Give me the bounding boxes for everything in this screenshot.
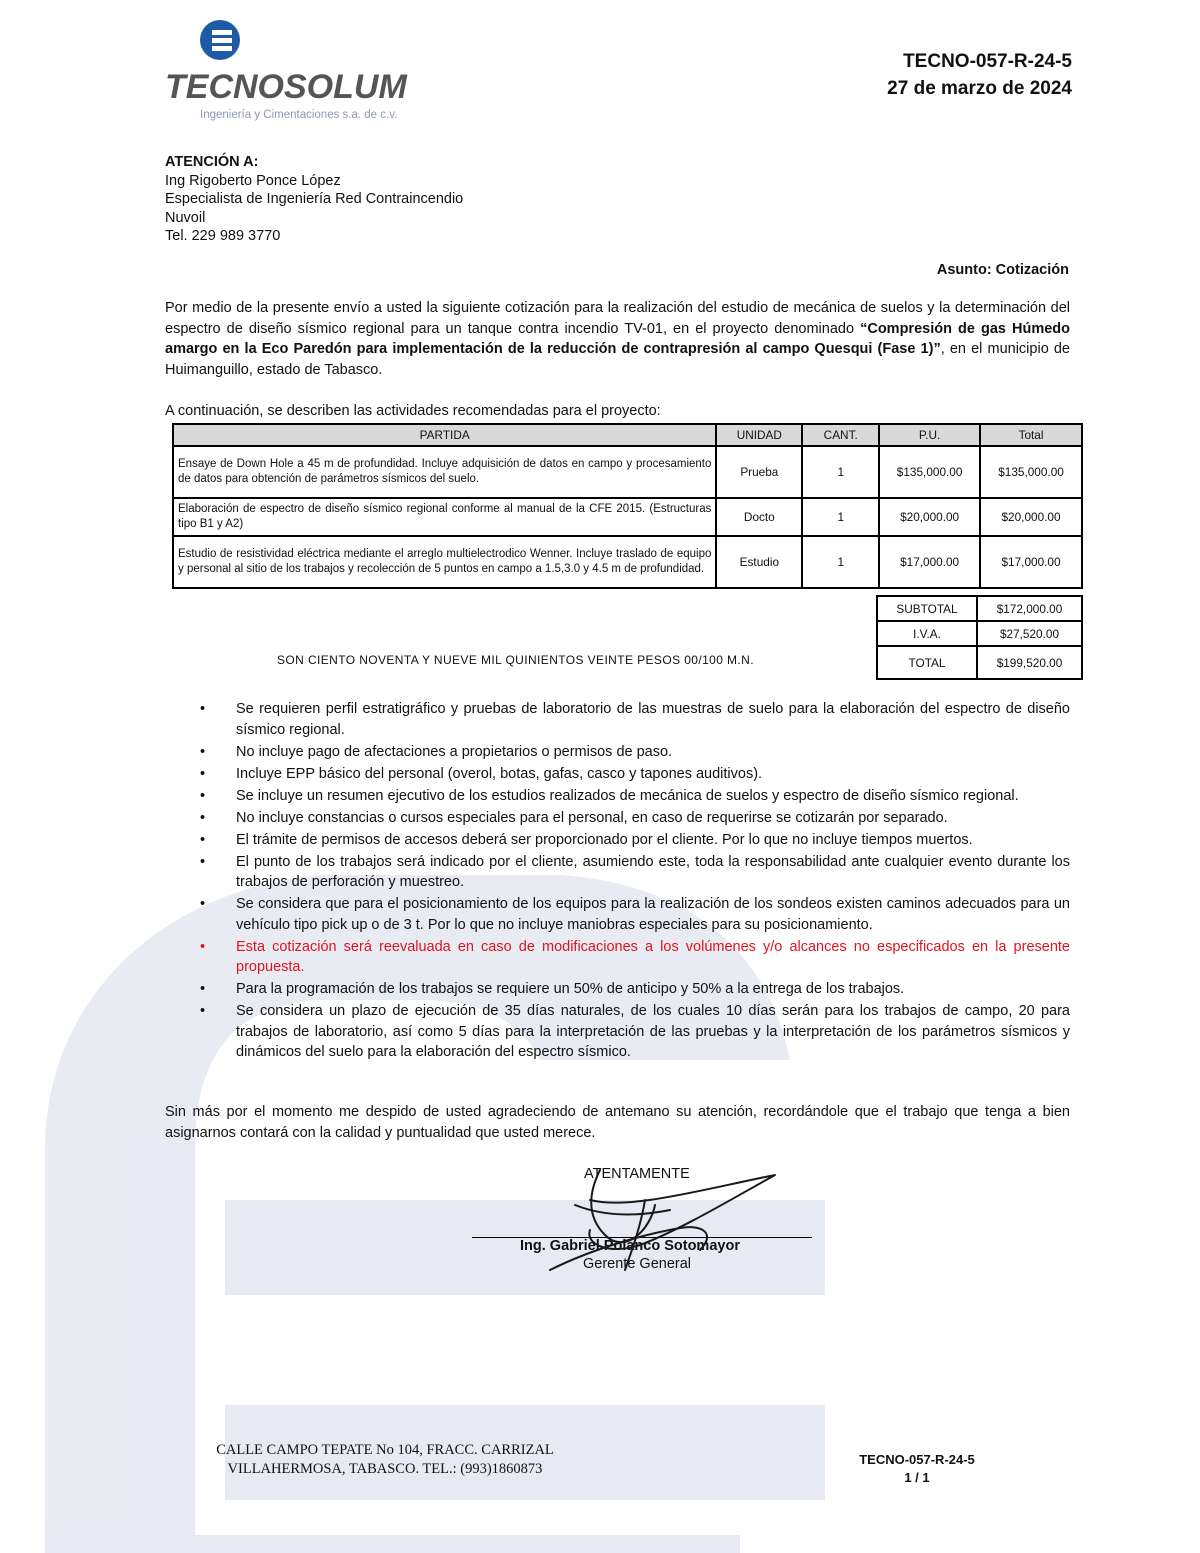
closing-paragraph: Sin más por el momento me despido de usted agradeciendo de antemano su atención, recordándole que el trabajo que tenga a bien asignarnos contará con la calidad y puntualidad que usted merece. [165,1104,1070,1141]
handwritten-signature [530,1160,790,1280]
header-unidad: UNIDAD [716,424,802,446]
iva-label: I.V.A. [877,621,977,646]
table-row [173,446,1082,498]
totals-table [876,595,1083,680]
salutation: ATENTAMENTE [584,1166,690,1182]
intro-text-2: , en el municipio de Huimanguillo, estado de Tabasco. [165,341,1071,378]
row-unidad: Prueba [716,446,802,498]
recipient-position: Especialista de Ingeniería Red Contraincendio [165,191,464,207]
recipient-phone: Tel. 229 989 3770 [165,228,281,244]
list-item: • Se requieren perfil estratigráfico y pruebas de laboratorio de las muestras de suelo para la elaboración del espectro de diseño sísmico regional. [200,699,1070,740]
signer-role: Gerente General [583,1256,692,1272]
logo-emblem-icon [200,20,240,60]
attention-title: ATENCIÓN A: [165,154,259,170]
row-partida: Estudio de resistividad eléctrica mediante el arreglo multielectrodico Wenner. Incluye traslado de equipo y personal al sitio de los trabajos y recolección de 5 puntos en campo a 1.5,3.0 y 4.5 m de profundidad. [173,536,716,588]
row-cant: 1 [802,536,879,588]
row-cant: 1 [802,498,879,536]
project-name: “Compresión de gas Húmedo amargo en la Eco Paredón para implementación de la reducción de contrapresión al campo Quesqui (Fase 1)” [165,320,1070,357]
list-item: • Se considera un plazo de ejecución de 35 días naturales, de los cuales 10 días serán para los trabajos de campo, 20 para trabajos de laboratorio, así como 5 días para la interpretación de las pruebas y la interpretación de los parámetros sísmicos y dinámicos del suelo para la elaboración del espectro sísmico. [200,1001,1070,1063]
row-pu: $17,000.00 [879,536,980,588]
row-pu: $135,000.00 [879,446,980,498]
list-item: • Se incluye un resumen ejecutivo de los estudios realizados de mecánica de suelos y espectro de diseño sísmico regional. [200,786,1070,807]
footer-reference [832,1451,1002,1487]
total-row [877,646,1082,679]
document-number: TECNO-057-R-24-5 [903,51,1072,72]
row-unidad: Estudio [716,536,802,588]
list-item: • Para la programación de los trabajos se requiere un 50% de anticipo y 50% a la entrega de los trabajos. [200,979,1070,1000]
logo-tagline: Ingeniería y Cimentaciones s.a. de c.v. [200,109,398,121]
total-value: $199,520.00 [977,646,1082,679]
list-item: • Se considera que para el posicionamiento de los equipos para la realización de los sondeos existen caminos adecuados para un vehículo tipo pick up o de 3 t. Por lo que no incluye maniobras especiales para su posicionamiento. [200,894,1070,935]
list-item: • No incluye constancias o cursos especiales para el personal, en caso de requerirse se cotizarán por separado. [200,808,1070,829]
list-item: • El trámite de permisos de accesos deberá ser proporcionado por el cliente. Por lo que no incluye tiempos muertos. [200,830,1070,851]
attention-block [165,153,463,246]
intro-text-1: Por medio de la presente envío a usted la siguiente cotización para la realización del estudio de mecánica de suelos y la determinación del espectro de diseño sísmico regional para un tanque contra incendio TV-01, en el proyecto denominado [165,300,1070,337]
iva-value: $27,520.00 [977,621,1082,646]
page-number: 1 / 1 [904,1470,930,1485]
row-cant: 1 [802,446,879,498]
subtotal-row [877,596,1082,621]
amount-in-words: SON CIENTO NOVENTA Y NUEVE MIL QUINIENTOS VEINTE PESOS 00/100 M.N. [277,653,754,667]
iva-row [877,621,1082,646]
recipient-name: Ing Rigoberto Ponce López [165,172,341,189]
activities-intro: A continuación, se describen las actividades recomendadas para el proyecto: [165,403,661,419]
list-item: • Incluye EPP básico del personal (overol, botas, gafas, casco y tapones auditivos). [200,764,1070,785]
footer-address-line2: VILLAHERMOSA, TABASCO. TEL.: (993)1860873 [227,1461,543,1477]
signer-name: Ing. Gabriel Polanco Sotomayor [520,1238,740,1254]
notes-list [200,699,1070,1064]
subtotal-value: $172,000.00 [977,596,1082,621]
table-row [173,498,1082,536]
header-total: Total [980,424,1082,446]
intro-paragraph [165,298,1070,380]
recipient-company: Nuvoil [165,209,206,226]
footer-address [190,1441,580,1479]
list-item-highlight: • Esta cotización será reevaluada en caso de modificaciones a los volúmenes y/o alcances no especificados en la presente propuesta. [200,937,1070,978]
row-total: $17,000.00 [980,536,1082,588]
subject-line: Asunto: Cotización [936,262,1069,278]
list-item: • El punto de los trabajos será indicado por el cliente, asumiendo este, toda la responsabilidad ante cualquier evento durante los trabajos de perforación y muestreo. [200,852,1070,893]
footer-address-line1: CALLE CAMPO TEPATE No 104, FRACC. CARRIZAL [216,1442,554,1458]
company-logo [160,18,460,128]
quote-table [172,423,1083,589]
table-header-row [173,424,1082,446]
document-date: 27 de marzo de 2024 [887,78,1072,99]
row-total: $135,000.00 [980,446,1082,498]
row-total: $20,000.00 [980,498,1082,536]
logo-wordmark: TECNOSOLUM [165,68,407,106]
list-item: • No incluye pago de afectaciones a propietarios o permisos de paso. [200,742,1070,763]
table-row [173,536,1082,588]
header-partida: PARTIDA [173,424,716,446]
row-partida: Elaboración de espectro de diseño sísmico regional conforme al manual de la CFE 2015. (Estructuras tipo B1 y A2) [173,498,716,536]
header-reference [887,48,1072,102]
total-label: TOTAL [877,646,977,679]
row-pu: $20,000.00 [879,498,980,536]
row-unidad: Docto [716,498,802,536]
footer-doc-number: TECNO-057-R-24-5 [859,1452,975,1467]
subtotal-label: SUBTOTAL [877,596,977,621]
header-pu: P.U. [879,424,980,446]
row-partida: Ensaye de Down Hole a 45 m de profundidad. Incluye adquisición de datos en campo y procesamiento de datos para obtención de parámetros sísmicos del suelo. [173,446,716,498]
header-cant: CANT. [802,424,879,446]
